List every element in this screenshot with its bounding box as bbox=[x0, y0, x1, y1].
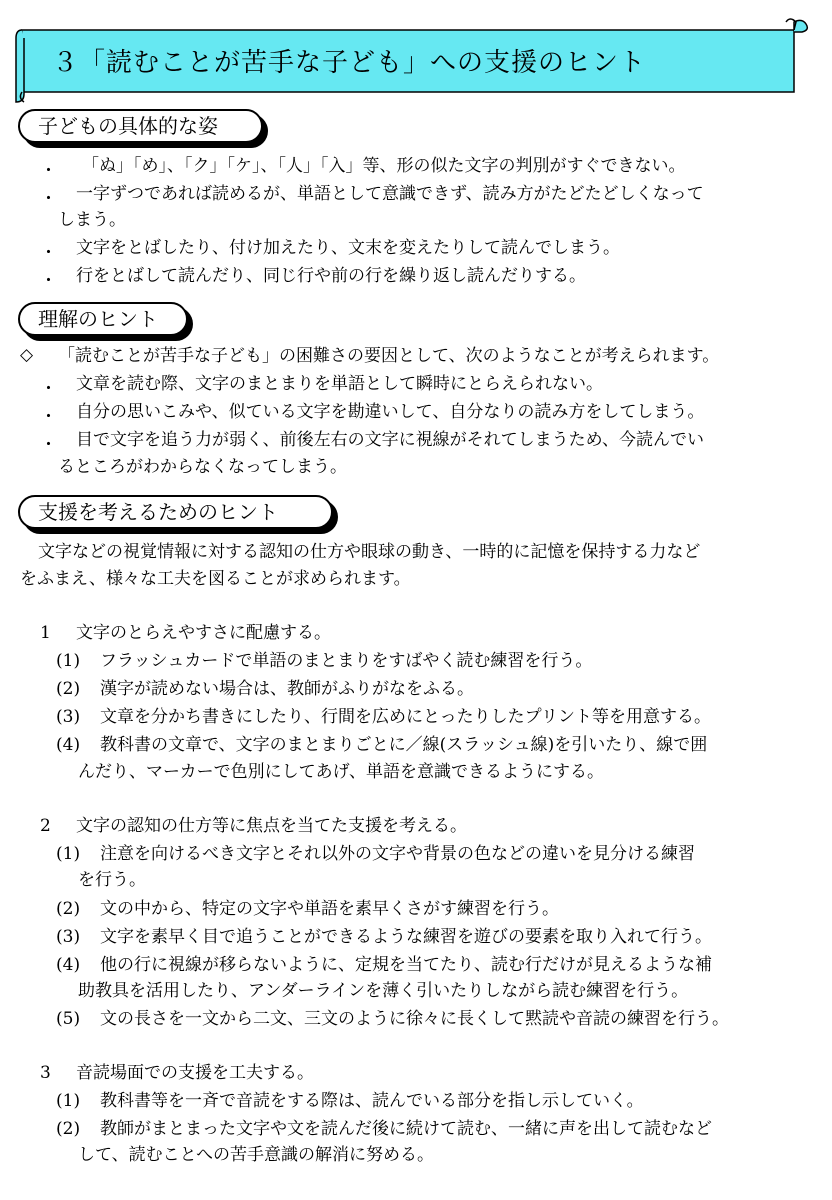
bullet: ・ bbox=[40, 189, 57, 209]
list-item: 行をとばして読んだり、同じ行や前の行を繰り返し読んだりする。 bbox=[76, 266, 586, 286]
item-number: (2) bbox=[56, 1119, 81, 1139]
group-number: 3 bbox=[40, 1063, 51, 1083]
item-number: (3) bbox=[56, 927, 81, 947]
item-number: (4) bbox=[56, 955, 81, 975]
list-item-continuation: るところがわからなくなってしまう。 bbox=[58, 457, 347, 477]
item-number: (1) bbox=[56, 1091, 81, 1111]
title-banner bbox=[14, 18, 814, 104]
lead-text: 「読むことが苦手な子ども」の困難さの要因として、次のようなことが考えられます。 bbox=[58, 346, 720, 366]
diamond-icon: ◇ bbox=[20, 345, 34, 365]
item-text: 文章を分かち書きにしたり、行間を広めにとったりしたプリント等を用意する。 bbox=[100, 707, 711, 727]
list-item-continuation: しまう。 bbox=[58, 210, 126, 230]
item-text: 文の長さを一文から二文、三文のように徐々に長くして黙読や音読の練習を行う。 bbox=[100, 1009, 729, 1029]
item-text: 文字を素早く目で追うことができるような練習を遊びの要素を取り入れて行う。 bbox=[100, 927, 712, 947]
section-heading-figure: 子どもの具体的な姿 bbox=[18, 109, 263, 143]
section-heading-support: 支援を考えるためのヒント bbox=[18, 495, 333, 529]
item-number: (1) bbox=[56, 844, 81, 864]
item-text: 他の行に視線が移らないように、定規を当てたり、読む行だけが見えるような補 bbox=[100, 955, 712, 975]
item-number: (3) bbox=[56, 707, 81, 727]
item-number: (2) bbox=[56, 899, 81, 919]
group-title: 音読場面での支援を工夫する。 bbox=[76, 1063, 314, 1083]
item-text-continuation: して、読むことへの苦手意識の解消に努める。 bbox=[78, 1145, 434, 1165]
item-text: 教科書等を一斉で音読をする際は、読んでいる部分を指し示していく。 bbox=[100, 1091, 644, 1111]
intro-line: をふまえ、様々な工夫を図ることが求められます。 bbox=[20, 569, 411, 589]
item-text: 教師がまとまった文字や文を読んだ後に続けて読む、一緒に声を出して読むなど bbox=[100, 1119, 712, 1139]
item-text: 文の中から、特定の文字や単語を素早くさがす練習を行う。 bbox=[100, 899, 559, 919]
group-title: 文字のとらえやすさに配慮する。 bbox=[76, 623, 331, 643]
bullet: ・ bbox=[40, 243, 57, 263]
section-heading-understanding: 理解のヒント bbox=[18, 302, 188, 336]
bullet: ・ bbox=[40, 379, 57, 399]
item-text: 漢字が読めない場合は、教師がふりがなをふる。 bbox=[100, 679, 474, 699]
item-number: (5) bbox=[56, 1009, 81, 1029]
group-number: 1 bbox=[40, 623, 51, 643]
bullet: ・ bbox=[40, 435, 57, 455]
item-text-continuation: んだり、マーカーで色別にしてあげ、単語を意識できるようにする。 bbox=[78, 762, 604, 782]
item-number: (1) bbox=[56, 651, 81, 671]
list-item: 一字ずつであれば読めるが、単語として意識できず、読み方がたどたどしくなって bbox=[76, 184, 704, 204]
item-number: (2) bbox=[56, 679, 81, 699]
bullet: ・ bbox=[40, 407, 57, 427]
item-number: (4) bbox=[56, 735, 81, 755]
list-item: 目で文字を追う力が弱く、前後左右の文字に視線がそれてしまうため、今読んでい bbox=[76, 430, 704, 450]
group-number: 2 bbox=[40, 816, 51, 836]
bullet: ・ bbox=[40, 271, 57, 291]
group-title: 文字の認知の仕方等に焦点を当てた支援を考える。 bbox=[76, 816, 467, 836]
item-text: フラッシュカードで単語のまとまりをすばやく読む練習を行う。 bbox=[100, 651, 593, 671]
item-text-continuation: を行う。 bbox=[78, 870, 146, 890]
list-item: 「ぬ」「め」、「ク」「ケ」、「人」「入」等、形の似た文字の判別がすぐできない。 bbox=[82, 156, 686, 176]
list-item: 文字をとばしたり、付け加えたり、文末を変えたりして読んでしまう。 bbox=[76, 238, 620, 258]
list-item: 自分の思いこみや、似ている文字を勘違いして、自分なりの読み方をしてしまう。 bbox=[76, 402, 705, 422]
intro-line: 文字などの視覚情報に対する認知の仕方や眼球の動き、一時的に記憶を保持する力など bbox=[38, 542, 701, 562]
item-text: 教科書の文章で、文字のまとまりごとに／線(スラッシュ線)を引いたり、線で囲 bbox=[100, 735, 708, 755]
item-text: 注意を向けるべき文字とそれ以外の文字や背景の色などの違いを見分ける練習 bbox=[100, 844, 695, 864]
page-title: ３「読むことが苦手な子ども」への支援のヒント bbox=[52, 48, 647, 78]
bullet: ・ bbox=[40, 161, 57, 181]
item-text-continuation: 助教具を活用したり、アンダーラインを薄く引いたりしながら読む練習を行う。 bbox=[78, 981, 689, 1001]
list-item: 文章を読む際、文字のまとまりを単語として瞬時にとらえられない。 bbox=[76, 374, 603, 394]
